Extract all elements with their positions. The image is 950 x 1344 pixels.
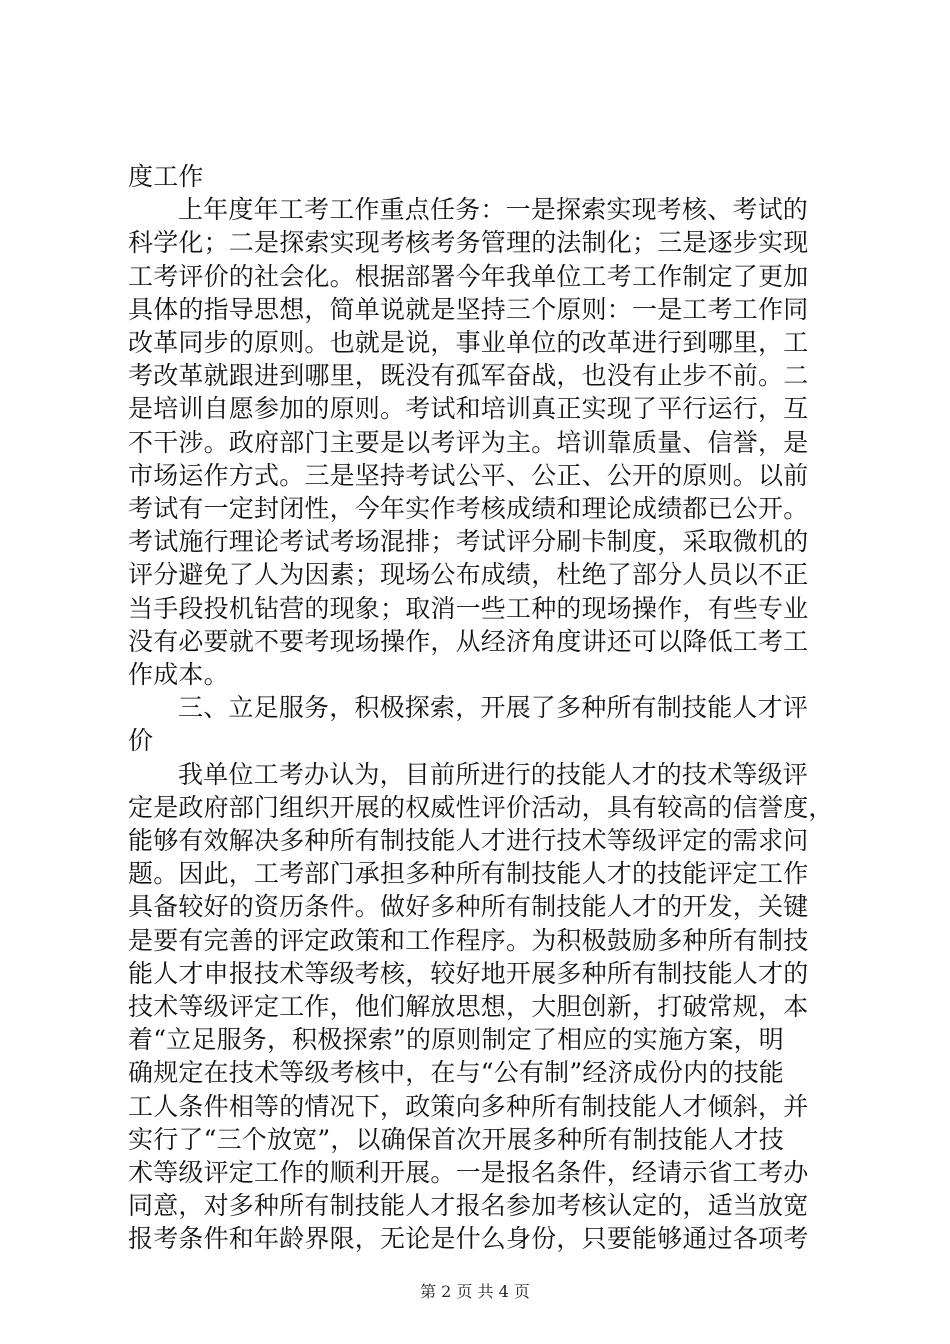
text-line: 是培训自愿参加的原则。考试和培训真正实现了平行运行，互 <box>128 394 809 423</box>
section-heading-continued: 价 <box>128 726 154 755</box>
text-line: 当手段投机钻营的现象；取消一些工种的现场操作，有些专业 <box>128 594 809 623</box>
text-line: 我单位工考办认为，目前所进行的技能人才的技术等级评 <box>178 760 809 789</box>
text-line: 市场运作方式。三是坚持考试公平、公正、公开的原则。以前 <box>128 461 809 490</box>
text-line: 具体的指导思想，简单说就是坚持三个原则：一是工考工作同 <box>128 295 809 324</box>
text-line: 科学化；二是探索实现考核考务管理的法制化；三是逐步实现 <box>128 228 809 257</box>
section-heading: 三、立足服务，积极探索，开展了多种所有制技能人才评 <box>178 693 809 722</box>
text-line: 评分避免了人为因素；现场公布成绩，杜绝了部分人员以不正 <box>128 560 809 589</box>
text-line: 能够有效解决多种所有制技能人才进行技术等级评定的需求问 <box>128 826 809 855</box>
text-line: 报考条件和年龄界限，无论是什么身份，只要能够通过各项考 <box>128 1224 809 1253</box>
text-line: 技术等级评定工作，他们解放思想，大胆创新，打破常规，本 <box>128 992 809 1021</box>
text-line: 是要有完善的评定政策和工作程序。为积极鼓励多种所有制技 <box>128 926 809 955</box>
text-line: 工考评价的社会化。根据部署今年我单位工考工作制定了更加 <box>128 262 809 291</box>
text-line: 考改革就跟进到哪里，既没有孤军奋战，也没有止步不前。二 <box>128 361 809 390</box>
text-line: 实行了“三个放宽”，以确保首次开展多种所有制技能人才技 <box>128 1125 784 1154</box>
text-line: 着“立足服务，积极探索”的原则制定了相应的实施方案，明 <box>128 1025 784 1054</box>
page-number-footer: 第 2 页 共 4 页 <box>420 1282 530 1301</box>
text-line: 考试施行理论考试考场混排；考试评分刷卡制度，采取微机的 <box>128 527 809 556</box>
text-line: 工人条件相等的情况下，政策向多种所有制技能人才倾斜，并 <box>128 1092 809 1121</box>
text-line: 上年度年工考工作重点任务：一是探索实现考核、考试的 <box>178 195 809 224</box>
text-line: 同意，对多种所有制技能人才报名参加考核认定的，适当放宽 <box>128 1191 809 1220</box>
text-line: 定是政府部门组织开展的权威性评价活动，具有较高的信誉度， <box>128 793 834 822</box>
text-line: 作成本。 <box>128 660 229 689</box>
text-line: 能人才申报技术等级考核，较好地开展多种所有制技能人才的 <box>128 959 809 988</box>
text-line: 度工作 <box>128 162 204 191</box>
text-line: 术等级评定工作的顺利开展。一是报名条件，经请示省工考办 <box>128 1158 809 1187</box>
text-line: 改革同步的原则。也就是说，事业单位的改革进行到哪里，工 <box>128 328 809 357</box>
text-line: 没有必要就不要考现场操作，从经济角度讲还可以降低工考工 <box>128 627 809 656</box>
text-line: 确规定在技术等级考核中，在与“公有制”经济成份内的技能 <box>128 1058 784 1087</box>
text-line: 考试有一定封闭性，今年实作考核成绩和理论成绩都已公开。 <box>128 494 809 523</box>
text-line: 题。因此，工考部门承担多种所有制技能人才的技能评定工作 <box>128 859 809 888</box>
text-line: 具备较好的资历条件。做好多种所有制技能人才的开发，关键 <box>128 892 809 921</box>
text-line: 不干涉。政府部门主要是以考评为主。培训靠质量、信誉，是 <box>128 428 809 457</box>
